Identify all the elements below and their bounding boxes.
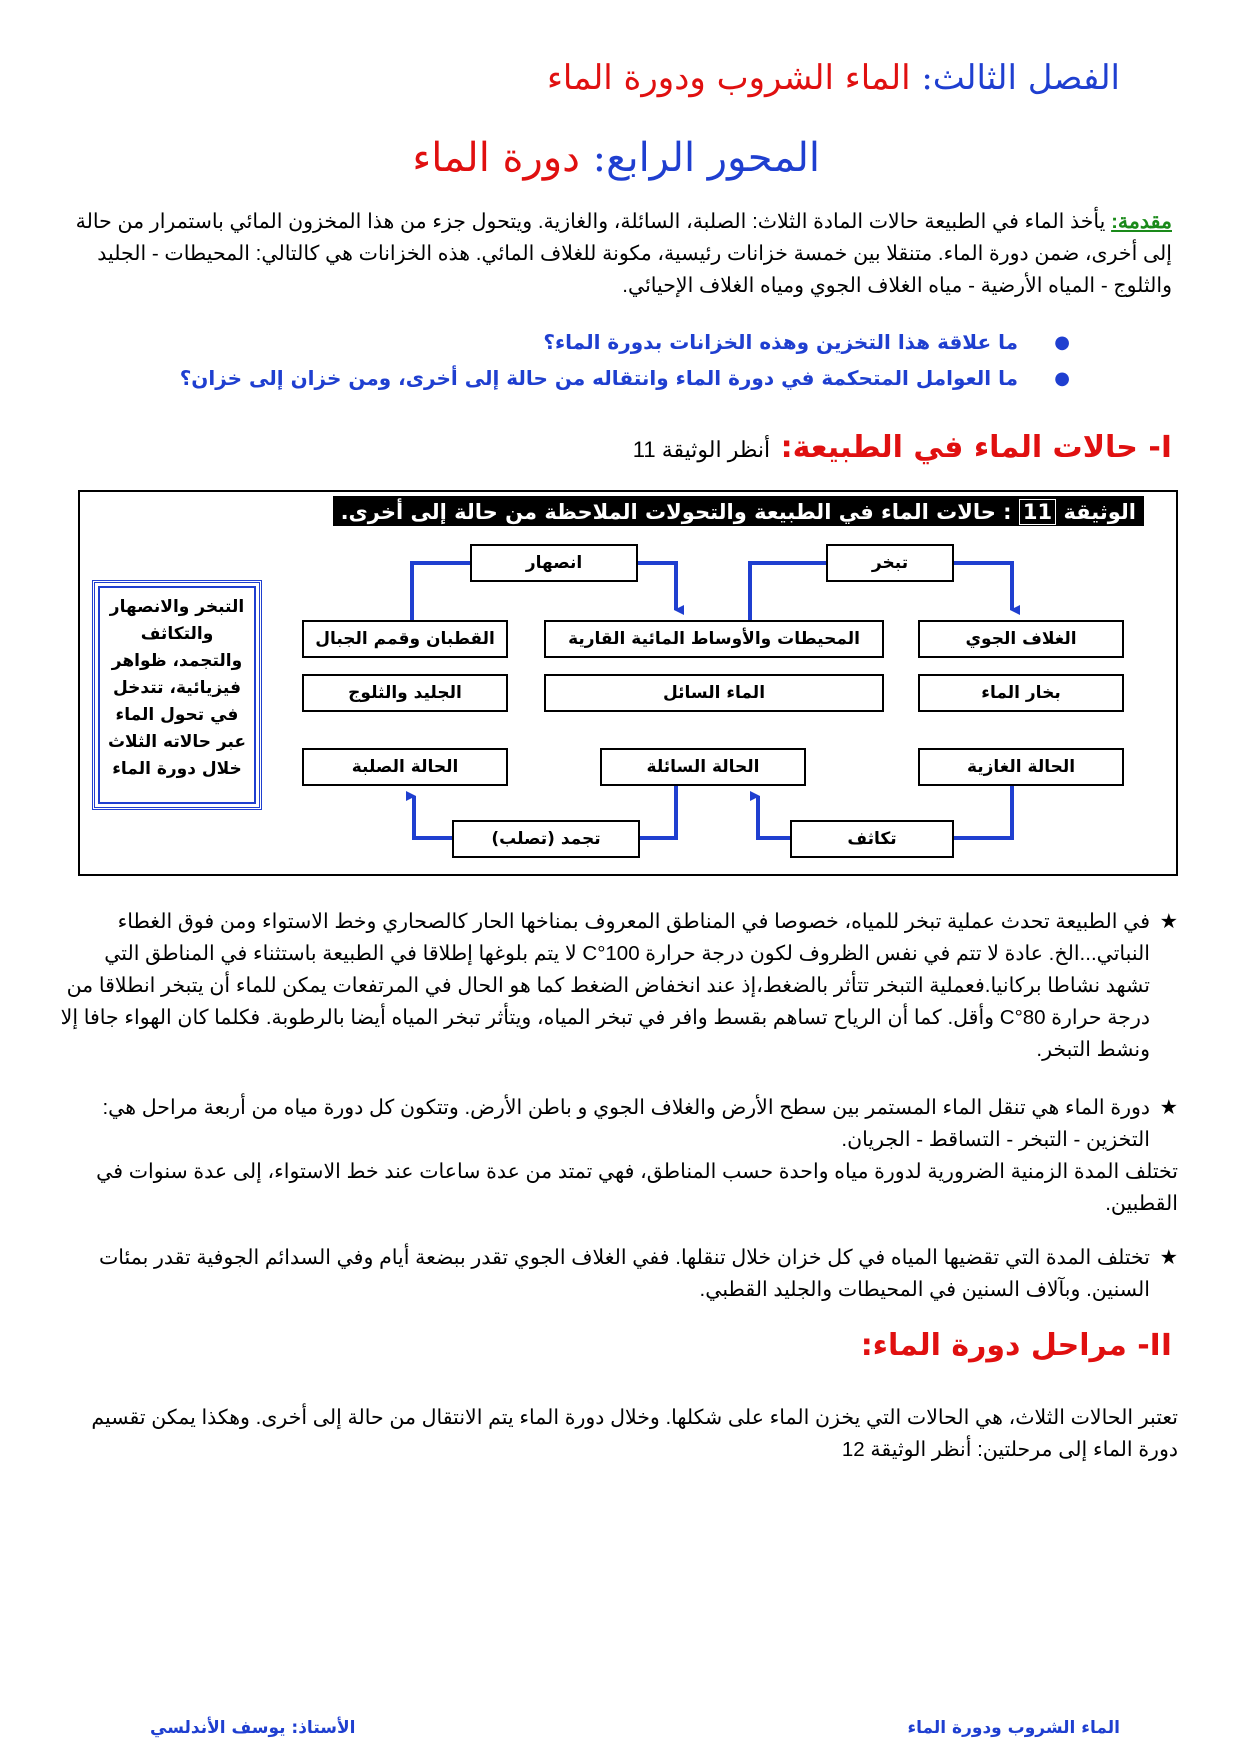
star-icon: ★ <box>1159 910 1178 933</box>
intro-key: مقدمة: <box>1111 210 1172 233</box>
solid-state-box: الحالة الصلبة <box>302 748 508 786</box>
chapter-label: الفصل الثالث: <box>921 58 1120 98</box>
chapter-title: الماء الشروب ودورة الماء <box>546 58 911 98</box>
axis-title: دورة الماء <box>412 135 580 181</box>
condensation-label: تكاثف <box>790 820 954 858</box>
section-2-paragraph: تعتبر الحالات الثلاث، هي الحالات التي يخزن الماء على شكلها. وخلال دورة الماء يتم الانتقال من حالة إلى أخرى. وهكذا يمكن تقسيم دورة الماء إلى مرحلتين: أنظر الوثيقة 12 <box>91 1406 1178 1461</box>
document-number: 11 <box>1019 499 1056 525</box>
melting-label: انصهار <box>470 544 638 582</box>
liquid-state-box: الحالة السائلة <box>600 748 806 786</box>
star-icon: ★ <box>1159 1096 1178 1119</box>
bullet-icon: ● <box>1054 332 1070 353</box>
paragraph-duration: تختلف المدة الزمنية الضرورية لدورة مياه واحدة حسب المناطق، فهي تمتد من عدة ساعات عند خط الاستواء، إلى عدة سنوات في القطبين. <box>96 1160 1178 1215</box>
freezing-label: تجمد (تصلب) <box>452 820 640 858</box>
evaporation-label: تبخر <box>826 544 954 582</box>
section-1-title: I- حالات الماء في الطبيعة: <box>780 430 1172 465</box>
vapor-box: بخار الماء <box>918 674 1124 712</box>
ice-box: الجليد والثلوج <box>302 674 508 712</box>
section-1-ref: أنظر الوثيقة 11 <box>632 437 771 462</box>
liquid-water-box: الماء السائل <box>544 674 884 712</box>
question-2: ● ما العوامل المتحكمة في دورة الماء وانتقاله من حالة إلى أخرى، ومن خزان إلى خزان؟ <box>179 366 1070 390</box>
star-icon: ★ <box>1159 1246 1178 1269</box>
footer-author: الأستاذ: يوسف الأندلسي <box>150 1718 356 1738</box>
paragraph-reservoirs: ★ تختلف المدة التي تقضيها المياه في كل خزان خلال تنقلها. ففي الغلاف الجوي تقدر ببضعة أيام وفي السدائم الجوفية تقدر بمئات السنين. وبآلاف السنين في المحيطات والجليد القطبي. <box>58 1242 1178 1306</box>
side-note-text: التبخر والانصهار والتكاثف والتجمد، ظواهر فيزيائية، تتدخل في تحول الماء عبر حالاته الثلاث خلال دورة الماء <box>98 586 256 804</box>
paragraph-water-cycle: ★ دورة الماء هي تنقل الماء المستمر بين سطح الأرض والغلاف الجوي و باطن الأرض. وتتكون كل دورة مياه من أربعة مراحل هي: التخزين - التبخر - التساقط - الجريان. تختلف المدة الزمنية الضرورية لدورة مياه واحدة حسب المناطق، فهي تمتد من عدة ساعات عند خط الاستواء، إلى عدة سنوات في القطبين. <box>58 1092 1178 1220</box>
bullet-icon: ● <box>1054 368 1070 389</box>
axis-label: المحور الرابع: <box>592 135 820 181</box>
poles-box: القطبان وقمم الجبال <box>302 620 508 658</box>
question-1: ● ما علاقة هذا التخزين وهذه الخزانات بدورة الماء؟ <box>543 330 1070 354</box>
section-2-heading: II- مراحل دورة الماء: <box>860 1328 1172 1363</box>
document-title: الوثيقة 11 : حالات الماء في الطبيعة والتحولات الملاحظة من حالة إلى أخرى. <box>333 496 1144 526</box>
atmosphere-box: الغلاف الجوي <box>918 620 1124 658</box>
oceans-box: المحيطات والأوساط المائية القارية <box>544 620 884 658</box>
footer-title: الماء الشروب ودورة الماء <box>907 1718 1120 1738</box>
side-note-box <box>92 580 262 810</box>
paragraph-evaporation: ★ في الطبيعة تحدث عملية تبخر للمياه، خصوصا في المناطق المعروف بمناخها الحار كالصحاري وخط الاستواء ومن فوق الغطاء النباتي...الخ. عادة لا تتم في نفس الظروف لكون درجة حرارة 100°C لا يتم بلوغها إطلاقا في الطبيعة باستثناء في المناطق التي تشهد نشاطا بركانيا.فعملية التبخر تتأثر بالضغط،إذ عند انخفاض الضغط كما هو الحال في المرتفعات يمكن للماء أن يتبخر انطلاقا من درجة حرارة 80°C وأقل. كما أن الرياح تساهم بقسط وافر في تبخر المياه، ويتأثر تبخر المياه أيضا بالرطوبة. فكلما كان الهواء جافا إلا ونشط التبخر. <box>58 906 1178 1066</box>
intro-text: يأخذ الماء في الطبيعة حالات المادة الثلاث: الصلبة، السائلة، والغازية. ويتحول جزء من هذا المخزون المائي باستمرار من حالة إلى أخرى، ضمن دورة الماء. متنقلا بين خمسة خزانات رئيسية، مكونة للغلاف المائي. هذه الخزانات هي كالتالي: المحيطات - الجليد والثلوج - المياه الأرضية - مياه الغلاف الجوي ومياه الغلاف الإحيائي. <box>75 210 1172 297</box>
gas-state-box: الحالة الغازية <box>918 748 1124 786</box>
